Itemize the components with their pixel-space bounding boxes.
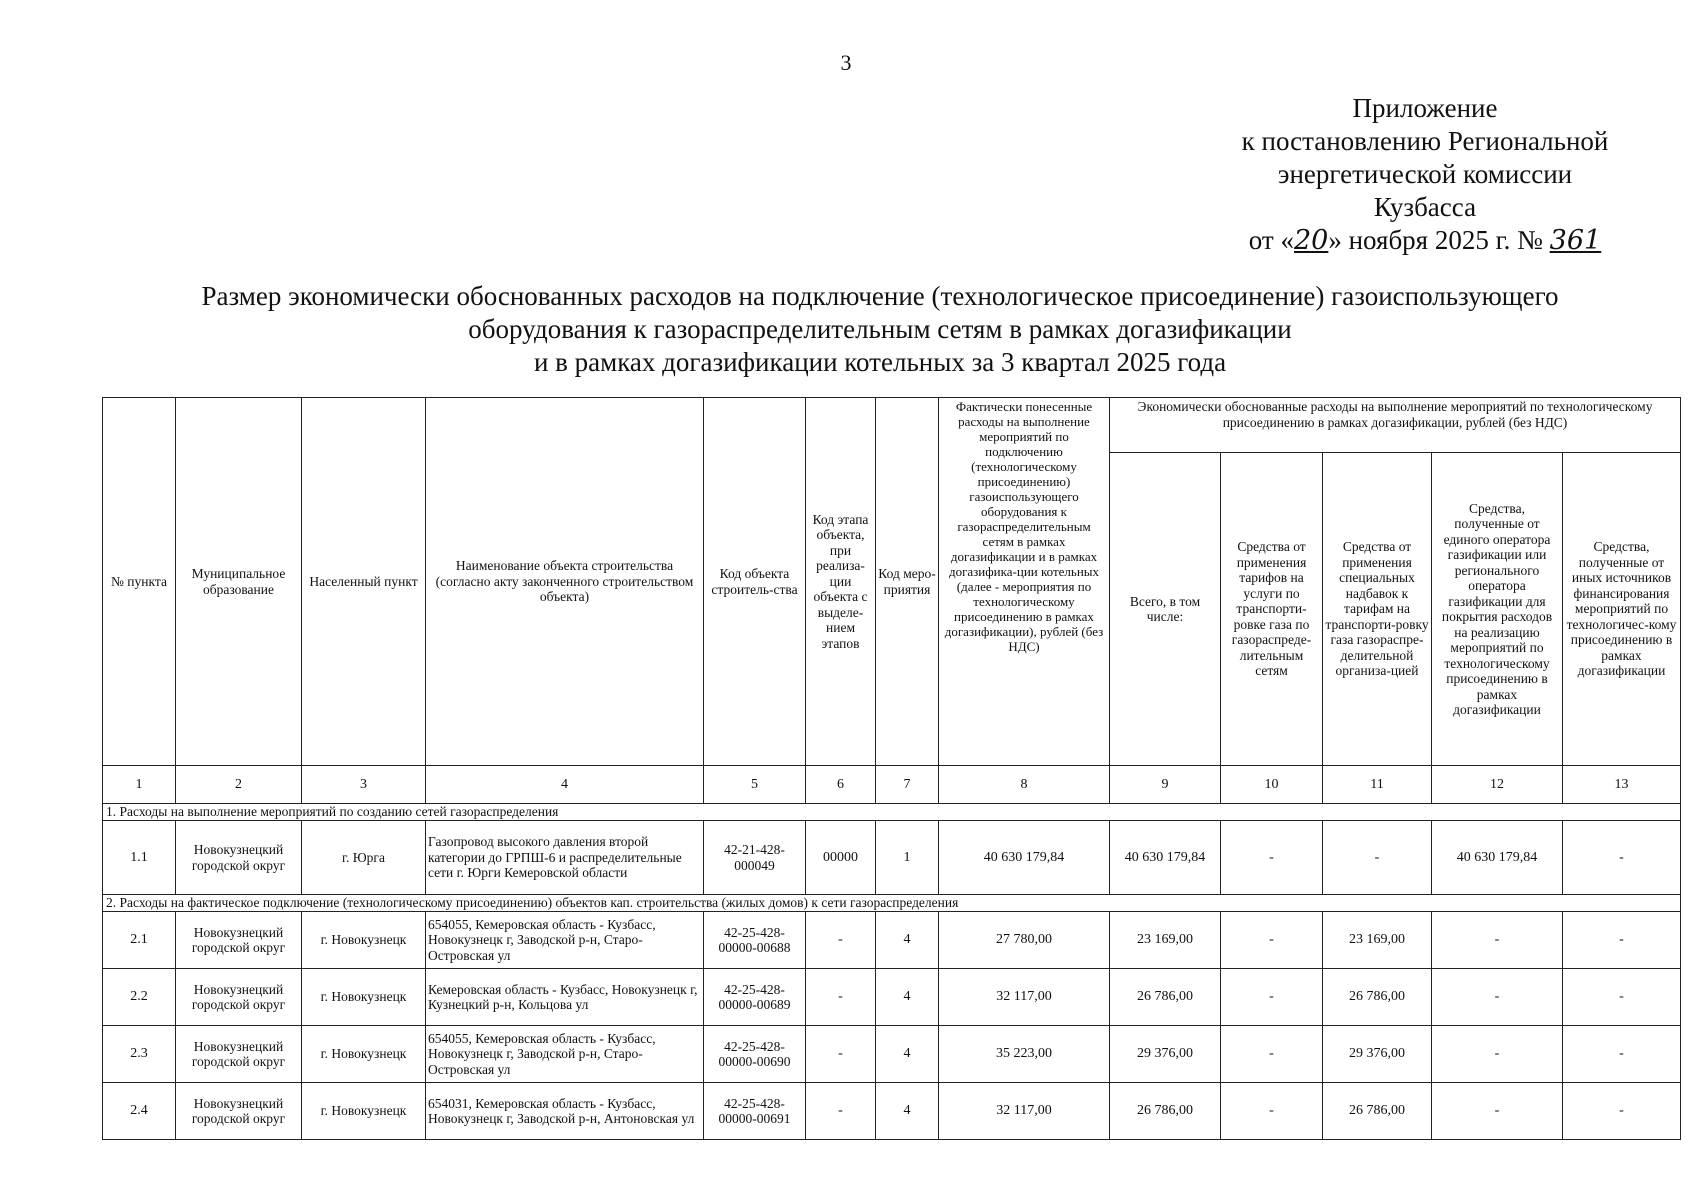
cell-stage-code: -	[806, 1026, 876, 1083]
cell-actual-expenses: 27 780,00	[939, 912, 1110, 969]
cell-municipality: Новокузнецкий городской округ	[176, 1083, 302, 1140]
cell-tariff-funds: -	[1221, 1083, 1323, 1140]
cell-total: 23 169,00	[1110, 912, 1221, 969]
cell-stage-code: -	[806, 969, 876, 1026]
cell-other-funds: -	[1563, 969, 1681, 1026]
header-object-name: Наименование объекта строительства (согласно акту законченного строительством объекта)	[426, 398, 704, 766]
table-row	[103, 1026, 1681, 1083]
header-other-funds: Средства, полученные от иных источников финансирования мероприятий по технологичес-кому присоединению в рамках догазификации	[1563, 453, 1681, 766]
cell-municipality: Новокузнецкий городской округ	[176, 969, 302, 1026]
cell-object-code: 42-25-428-00000-00689	[704, 969, 806, 1026]
cell-event-code: 1	[876, 821, 939, 895]
column-number: 5	[704, 766, 806, 804]
column-number-row	[103, 766, 1681, 804]
cell-other-funds: -	[1563, 1083, 1681, 1140]
section-row	[103, 895, 1681, 912]
cell-operator-funds: -	[1432, 1083, 1563, 1140]
table-row	[103, 969, 1681, 1026]
cell-item-number: 2.1	[103, 912, 176, 969]
cell-object-name: 654055, Кемеровская область - Кузбасс, Новокузнецк г, Заводской р-н, Старо-Островская ул	[426, 1026, 704, 1083]
cell-event-code: 4	[876, 912, 939, 969]
cell-object-code: 42-21-428-000049	[704, 821, 806, 895]
appendix-line: энергетической комиссии	[1277, 159, 1573, 189]
cell-object-name: Кемеровская область - Кузбасс, Новокузнецк г, Кузнецкий р-н, Кольцова ул	[426, 969, 704, 1026]
column-number: 7	[876, 766, 939, 804]
column-number: 8	[939, 766, 1110, 804]
table-row	[103, 821, 1681, 895]
cell-actual-expenses: 40 630 179,84	[939, 821, 1110, 895]
appendix-line: Приложение	[1352, 93, 1498, 123]
column-number: 4	[426, 766, 704, 804]
appendix-block	[1180, 92, 1670, 257]
cell-tariff-funds: -	[1221, 821, 1323, 895]
cell-event-code: 4	[876, 1083, 939, 1140]
order-number-handwritten: 361	[1549, 225, 1602, 256]
cell-settlement: г. Новокузнецк	[302, 912, 426, 969]
cell-settlement: г. Новокузнецк	[302, 969, 426, 1026]
section-row	[103, 804, 1681, 821]
cell-item-number: 2.4	[103, 1083, 176, 1140]
order-reference	[1180, 224, 1670, 257]
cell-other-funds: -	[1563, 912, 1681, 969]
cell-settlement: г. Юрга	[302, 821, 426, 895]
cell-operator-funds: -	[1432, 1026, 1563, 1083]
cell-object-name: 654031, Кемеровская область - Кузбасс, Новокузнецк г, Заводской р-н, Антоновская ул	[426, 1083, 704, 1140]
header-municipality: Муниципальное образование	[176, 398, 302, 766]
document-title	[150, 280, 1610, 379]
header-actual-expenses: Фактически понесенные расходы на выполнение мероприятий по подключению (технологическому присоединению) газоиспользующего оборудования к газораспределительным сетям в рамках догазификации и в рамках догазифика-ции котельных (далее - мероприятия по технологическому присоединению в рамках догазификации), рублей (без НДС)	[939, 398, 1110, 766]
cell-municipality: Новокузнецкий городской округ	[176, 912, 302, 969]
cell-event-code: 4	[876, 1026, 939, 1083]
order-middle: » ноября 2025 г. №	[1328, 225, 1550, 255]
header-object-code: Код объекта строитель-ства	[704, 398, 806, 766]
cell-stage-code: 00000	[806, 821, 876, 895]
cell-other-funds: -	[1563, 821, 1681, 895]
section-2-title: 2. Расходы на фактическое подключение (технологическому присоединению) объектов кап. строительства (жилых домов) к сети газораспределения	[103, 895, 1681, 912]
section-1-title: 1. Расходы на выполнение мероприятий по созданию сетей газораспределения	[103, 804, 1681, 821]
header-operator-funds: Средства, полученные от единого оператора газификации или регионального оператора газификации для покрытия расходов на реализацию мероприятий по технологическому присоединению в рамках догазификации	[1432, 453, 1563, 766]
table-row	[103, 1083, 1681, 1140]
column-number: 11	[1323, 766, 1432, 804]
cell-event-code: 4	[876, 969, 939, 1026]
header-stage-code: Код этапа объекта, при реализа-ции объекта с выделе-нием этапов	[806, 398, 876, 766]
order-prefix: от «	[1248, 225, 1294, 255]
cell-object-code: 42-25-428-00000-00688	[704, 912, 806, 969]
column-number: 2	[176, 766, 302, 804]
cell-actual-expenses: 35 223,00	[939, 1026, 1110, 1083]
column-number: 3	[302, 766, 426, 804]
expenses-table	[102, 397, 1681, 1140]
cell-surcharge-funds: 26 786,00	[1323, 1083, 1432, 1140]
title-line: и в рамках догазификации котельных за 3 квартал 2025 года	[533, 347, 1227, 377]
cell-object-code: 42-25-428-00000-00690	[704, 1026, 806, 1083]
cell-settlement: г. Новокузнецк	[302, 1026, 426, 1083]
cell-municipality: Новокузнецкий городской округ	[176, 821, 302, 895]
cell-operator-funds: -	[1432, 969, 1563, 1026]
page-number: 3	[840, 50, 852, 75]
cell-tariff-funds: -	[1221, 969, 1323, 1026]
header-settlement: Населенный пункт	[302, 398, 426, 766]
column-number: 10	[1221, 766, 1323, 804]
cell-total: 26 786,00	[1110, 969, 1221, 1026]
header-surcharge-funds: Средства от применения специальных надбавок к тарифам на транспорти-ровку газа газораспре-делительной организа-цией	[1323, 453, 1432, 766]
cell-object-code: 42-25-428-00000-00691	[704, 1083, 806, 1140]
cell-actual-expenses: 32 117,00	[939, 969, 1110, 1026]
header-tariff-funds: Средства от применения тарифов на услуги по транспорти-ровке газа по газораспреде-лительным сетям	[1221, 453, 1323, 766]
cell-total: 40 630 179,84	[1110, 821, 1221, 895]
cell-object-name: Газопровод высокого давления второй категории до ГРПШ-6 и распределительные сети г. Юрги Кемеровской области	[426, 821, 704, 895]
cell-settlement: г. Новокузнецк	[302, 1083, 426, 1140]
title-line: оборудования к газораспределительным сетям в рамках догазификации	[468, 314, 1292, 344]
header-event-code: Код меро-приятия	[876, 398, 939, 766]
header-justified-expenses-group: Экономически обоснованные расходы на выполнение мероприятий по технологическому присоединению в рамках догазификации, рублей (без НДС)	[1110, 398, 1681, 453]
appendix-line: к постановлению Региональной	[1241, 126, 1609, 156]
column-number: 9	[1110, 766, 1221, 804]
table-row	[103, 912, 1681, 969]
cell-surcharge-funds: 29 376,00	[1323, 1026, 1432, 1083]
appendix-line: Кузбасса	[1373, 192, 1477, 222]
cell-tariff-funds: -	[1221, 912, 1323, 969]
cell-operator-funds: 40 630 179,84	[1432, 821, 1563, 895]
cell-surcharge-funds: -	[1323, 821, 1432, 895]
column-number: 13	[1563, 766, 1681, 804]
order-day-handwritten: 20	[1293, 225, 1329, 256]
header-item-number: № пункта	[103, 398, 176, 766]
cell-item-number: 2.3	[103, 1026, 176, 1083]
cell-other-funds: -	[1563, 1026, 1681, 1083]
cell-total: 29 376,00	[1110, 1026, 1221, 1083]
cell-item-number: 2.2	[103, 969, 176, 1026]
cell-item-number: 1.1	[103, 821, 176, 895]
cell-tariff-funds: -	[1221, 1026, 1323, 1083]
column-number: 6	[806, 766, 876, 804]
header-total: Всего, в том числе:	[1110, 453, 1221, 766]
cell-stage-code: -	[806, 1083, 876, 1140]
column-number: 1	[103, 766, 176, 804]
cell-actual-expenses: 32 117,00	[939, 1083, 1110, 1140]
cell-total: 26 786,00	[1110, 1083, 1221, 1140]
cell-stage-code: -	[806, 912, 876, 969]
cell-surcharge-funds: 26 786,00	[1323, 969, 1432, 1026]
cell-municipality: Новокузнецкий городской округ	[176, 1026, 302, 1083]
cell-object-name: 654055, Кемеровская область - Кузбасс, Новокузнецк г, Заводской р-н, Старо-Островская ул	[426, 912, 704, 969]
column-number: 12	[1432, 766, 1563, 804]
cell-operator-funds: -	[1432, 912, 1563, 969]
cell-surcharge-funds: 23 169,00	[1323, 912, 1432, 969]
title-line: Размер экономически обоснованных расходов на подключение (технологическое присоединение) газоиспользующего	[201, 281, 1559, 311]
